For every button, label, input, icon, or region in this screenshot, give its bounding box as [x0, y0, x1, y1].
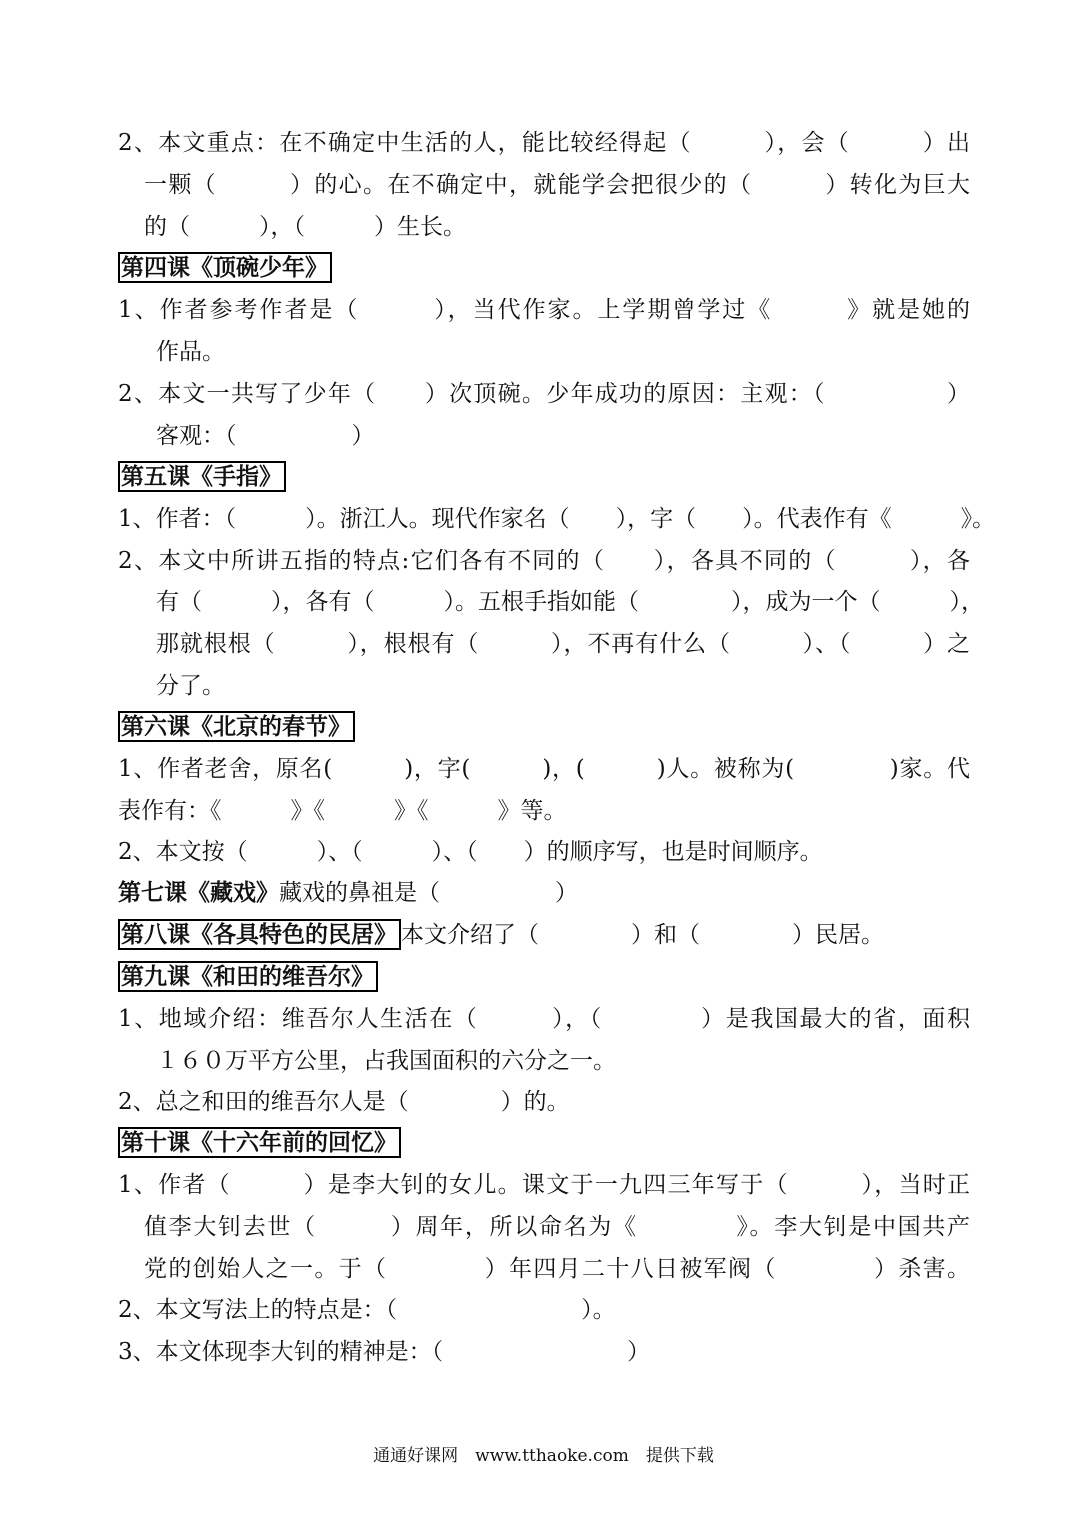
lesson4-title: 第四课《顶碗少年》	[118, 252, 332, 283]
lesson9-q1-line1: 1、地域介绍：维吾尔人生活在（ ），（ ）是我国最大的省，面积	[118, 1006, 970, 1032]
lesson9-q1-line2: １６０万平方公里，占我国面积的六分之一。	[156, 1048, 616, 1074]
lesson10-q2: 2、本文写法上的特点是：（ ）。	[118, 1297, 616, 1323]
lesson10-q1-line3: 党的创始人之一。于（ ）年四月二十八日被军阀（ ）杀害。	[144, 1256, 970, 1282]
lesson10-q1-line2: 值李大钊去世（ ）周年，所以命名为《 》。李大钊是中国共产	[144, 1214, 970, 1240]
lesson4-heading	[118, 253, 332, 283]
lesson9-title: 第九课《和田的维吾尔》	[118, 961, 378, 992]
lesson6-q1-line1: 1、作者老舍，原名( )，字( )，( )人。被称为( )家。代	[118, 756, 970, 782]
lesson5-q2-line2: 有（ ），各有（ ）。五根手指如能（ ），成为一个（ ），	[156, 589, 984, 615]
lesson5-q2-line1: 2、本文中所讲五指的特点:它们各有不同的（ ），各具不同的（ ），各	[118, 548, 970, 574]
lesson4-q2-line2: 客观：（ ）	[156, 423, 375, 449]
lesson10-heading	[118, 1128, 401, 1158]
page-footer: 通通好课网 www.tthaoke.com 提供下载	[373, 1446, 714, 1466]
lesson8-title: 第八课《各具特色的民居》	[118, 919, 401, 950]
lesson5-q2-line3: 那就根根（ ），根根有（ ），不再有什么（ ）、（ ）之	[156, 631, 970, 657]
lesson10-title: 第十课《十六年前的回忆》	[118, 1127, 401, 1158]
lesson9-q2: 2、总之和田的维吾尔人是（ ）的。	[118, 1089, 570, 1115]
lesson5-q2-line4: 分了。	[156, 673, 225, 699]
lesson3-point2-line3: 的（ ），（ ）生长。	[144, 214, 466, 240]
lesson4-q2-line1: 2、本文一共写了少年（ ）次顶碗。少年成功的原因：主观：（ ）	[118, 381, 970, 407]
lesson5-q1: 1、作者：（ ）。浙江人。现代作家名（ ），字（ ）。代表作有《 》。	[118, 506, 996, 532]
lesson5-heading	[118, 462, 286, 492]
lesson8-text: 本文介绍了（ ）和（ ）民居。	[401, 922, 884, 948]
lesson6-q2: 2、本文按（ ）、（ ）、（ ）的顺序写，也是时间顺序。	[118, 839, 823, 865]
lesson6-title: 第六课《北京的春节》	[118, 711, 355, 742]
lesson8-heading	[118, 920, 884, 950]
lesson7-heading	[118, 878, 578, 908]
lesson9-heading	[118, 962, 378, 992]
lesson3-point2-line1: 2、本文重点：在不确定中生活的人，能比较经得起（ ），会（ ）出	[118, 130, 970, 156]
lesson10-q1-line1: 1、作者（ ）是李大钊的女儿。课文于一九四三年写于（ ），当时正	[118, 1172, 970, 1198]
lesson4-q1-line1: 1、作者参考作者是（ ），当代作家。上学期曾学过《 》就是她的	[118, 297, 970, 323]
lesson6-heading	[118, 712, 355, 742]
lesson7-title: 第七课《藏戏》	[118, 879, 279, 906]
lesson10-q3: 3、本文体现李大钊的精神是：（ ）	[118, 1339, 651, 1365]
lesson5-title: 第五课《手指》	[118, 461, 286, 492]
lesson6-q1-line2: 表作有：《 》《 》《 》等。	[118, 798, 567, 824]
lesson4-q1-line2: 作品。	[156, 339, 225, 365]
lesson3-point2-line2: 一颗（ ）的心。在不确定中，就能学会把很少的（ ）转化为巨大	[144, 172, 970, 198]
lesson7-text: 藏戏的鼻祖是（ ）	[279, 880, 578, 906]
